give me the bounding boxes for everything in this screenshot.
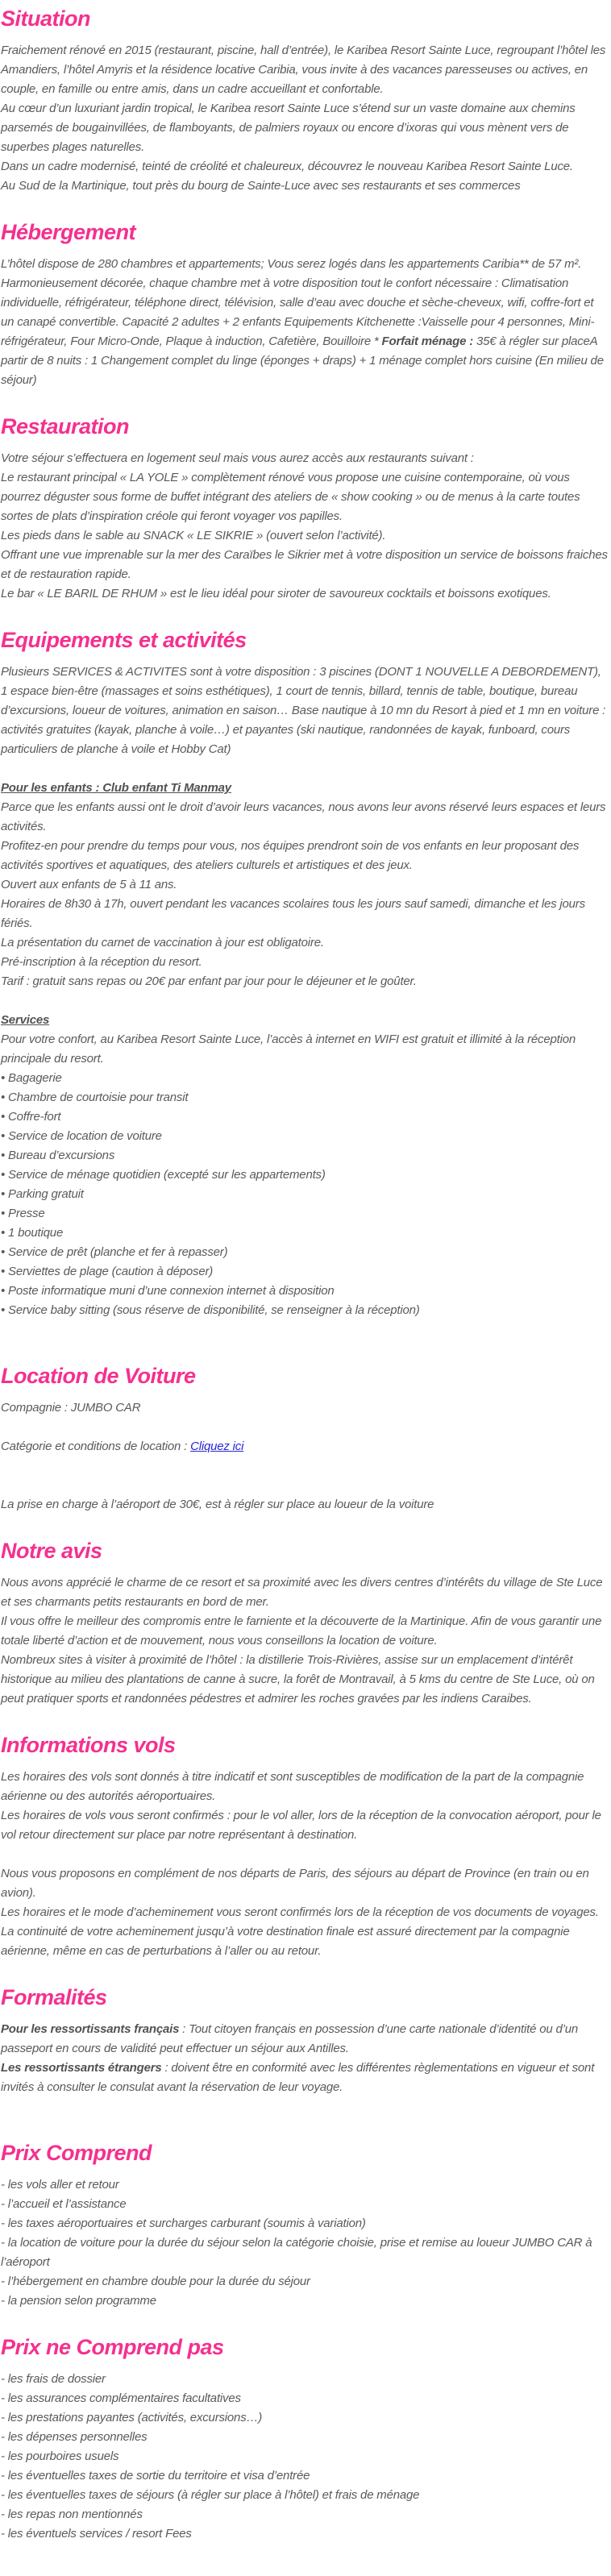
text-run: Les horaires de vols vous seront confirmés : pour le vol aller, lors de la réception de la convocation aéroport, pour le vol retour directement sur place par notre représentant à destination.	[1, 1809, 601, 1842]
text-run: Au cœur d’un luxuriant jardin tropical, le Karibea resort Sainte Luce s’étend sur un vaste domaine aux chemins parsemés de bougainvillées, de flamboyants, de palmiers royaux ou encore d’ixoras qui vous mènent vers de superbes plages naturelles.	[1, 102, 576, 154]
text-run: - les éventuelles taxes de séjours (à régler sur place à l’hôtel) et frais de ménage	[1, 2488, 420, 2502]
section-content	[1, 41, 609, 196]
section-title-prix-comprend: Prix Comprend	[1, 2141, 152, 2165]
service-item	[1, 1165, 609, 1185]
paragraph	[1, 99, 609, 157]
paragraph	[1, 1864, 609, 1903]
price-excluded-item	[1, 2466, 609, 2486]
text-run: Les horaires et le mode d’acheminement vous seront confirmés lors de la réception de vos documents de voyages.	[1, 1905, 599, 1919]
text-run: - les taxes aéroportuaires et surcharges carburant (soumis à variation)	[1, 2217, 366, 2230]
paragraph	[1, 972, 609, 991]
section-title-situation: Situation	[1, 6, 90, 31]
emphasis-text: Les ressortissants étrangers	[1, 2061, 162, 2075]
emphasis-text: Services	[1, 1013, 50, 1027]
service-item	[1, 1224, 609, 1243]
price-included-item	[1, 2233, 609, 2272]
paragraph	[1, 177, 609, 196]
text-run: • Bureau d’excursions	[1, 1149, 115, 1162]
price-included-item	[1, 2291, 609, 2311]
section-title-notre-avis: Notre avis	[1, 1539, 102, 1563]
paragraph	[1, 449, 609, 468]
text-run: - les éventuels services / resort Fees	[1, 2527, 192, 2541]
paragraph	[1, 41, 609, 99]
paragraph	[1, 798, 609, 837]
section	[1, 220, 609, 390]
paragraph	[1, 2059, 609, 2097]
paragraph	[1, 895, 609, 933]
text-run: - les repas non mentionnés	[1, 2507, 143, 2521]
price-excluded-item	[1, 2370, 609, 2389]
paragraph	[1, 1651, 609, 1709]
text-run: 35€ à régler sur placeA partir de 8 nuits : 1 Changement complet du linge (éponges + draps) + 1 ménage complet hors cuisine (En milieu de séjour)	[1, 334, 604, 387]
text-run: Compagnie : JUMBO CAR	[1, 1401, 141, 1415]
price-excluded-item	[1, 2428, 609, 2447]
paragraph	[1, 584, 609, 604]
spacer	[1, 1456, 609, 1476]
section-content	[1, 1768, 609, 1961]
emphasis-text: Forfait ménage :	[381, 334, 476, 348]
price-included-item	[1, 2272, 609, 2291]
text-run: Offrant une vue imprenable sur la mer des Caraïbes le Sikrier met à votre disposition un service de boissons fraiches et de restauration rapide.	[1, 548, 608, 581]
paragraph	[1, 2020, 609, 2059]
section-content	[1, 449, 609, 604]
text-run: • Bagagerie	[1, 1071, 62, 1085]
text-run: • Service baby sitting (sous réserve de disponibilité, se renseigner à la réception)	[1, 1303, 420, 1317]
text-run: Plusieurs SERVICES & ACTIVITES sont à votre disposition : 3 piscines (DONT 1 NOUVELLE A DEBORDEMENT), 1 espace bien-être (massages et soins esthétiques), 1 court de tennis, billard, tennis de table, boutique, bureau d’excursions, loueur de voitures, animation en saison… Base nautique à 10 mn du Resort à pied et 1 mn en voiture : activités gratuites (kayak, planche à voile…) et payantes (ski nautique, randonnées de kayak, funboard, cours particuliers de planche à voile et Hobby Cat)	[1, 665, 606, 756]
text-run: Pour votre confort, au Karibea Resort Sainte Luce, l’accès à internet en WIFI est gratuit et illimité à la réception principale du resort.	[1, 1032, 576, 1066]
spacer	[1, 1476, 609, 1495]
text-run: • Parking gratuit	[1, 1187, 84, 1201]
price-excluded-item	[1, 2447, 609, 2466]
service-item	[1, 1069, 609, 1088]
section-content	[1, 1398, 609, 1514]
text-run: Horaires de 8h30 à 17h, ouvert pendant les vacances scolaires tous les jours sauf samedi, dimanche et les jours fériés.	[1, 897, 585, 930]
service-item	[1, 1088, 609, 1107]
section-content	[1, 2175, 609, 2311]
paragraph	[1, 1612, 609, 1651]
text-run: : Tout citoyen français en possession d’une carte nationale d’identité ou d’un passeport en cours de validité peut effectuer un séjour aux Antilles.	[1, 2022, 579, 2055]
text-run: La présentation du carnet de vaccination à jour est obligatoire.	[1, 936, 324, 949]
text-run: L’hôtel dispose de 280 chambres et appartements; Vous serez logés dans les appartements Caribia** de 57 m². Harmonieusement décorée, chaque chambre met à votre disposition tout le confort nécessaire : Climatisation individuelle, réfrigérateur, téléphone direct, télévision, salle d’eau avec douche et sèche-cheveux, wifi, coffre-fort et un canapé convertible. Capacité 2 adultes + 2 enfants Equipements Kitchenette :Vaisselle pour 4 personnes, Mini-réfrigérateur, Four Micro-Onde, Plaque à induction, Cafetière, Bouilloire *	[1, 257, 595, 348]
price-included-item	[1, 2214, 609, 2233]
paragraph	[1, 1922, 609, 1961]
text-run: - les assurances complémentaires facultatives	[1, 2391, 241, 2405]
price-excluded-item	[1, 2486, 609, 2505]
paragraph	[1, 837, 609, 875]
text-run: - les frais de dossier	[1, 2372, 106, 2386]
section	[1, 1733, 609, 1961]
section-content	[1, 255, 609, 390]
paragraph	[1, 1573, 609, 1612]
service-item	[1, 1107, 609, 1127]
text-run: Fraichement rénové en 2015 (restaurant, piscine, hall d’entrée), le Karibea Resort Sainte Luce, regroupant l’hôtel les Amandiers, l’hôtel Amyris et la résidence locative Caribia, vous invite à des vacances paresseuses ou actives, en couple, en famille ou entre amis, dans un cadre accueillant et confortable.	[1, 44, 606, 96]
price-included-item	[1, 2175, 609, 2195]
text-run: Nous vous proposons en complément de nos départs de Paris, des séjours au départ de Province (en train ou en avion).	[1, 1867, 589, 1900]
paragraph	[1, 1437, 609, 1456]
service-item	[1, 1127, 609, 1146]
text-run: • Service de location de voiture	[1, 1129, 162, 1143]
paragraph	[1, 1030, 609, 1069]
paragraph	[1, 526, 609, 546]
emphasis-text: Pour les ressortissants français	[1, 2022, 180, 2036]
service-item	[1, 1243, 609, 1262]
text-run: Les horaires des vols sont donnés à titre indicatif et sont susceptibles de modification de la part de la compagnie aérienne ou des autorités aéroportuaires.	[1, 1770, 584, 1803]
section	[1, 2141, 609, 2311]
text-run: Parce que les enfants aussi ont le droit d’avoir leurs vacances, nous avons leur avons réservé leurs espaces et leurs activités.	[1, 800, 606, 833]
text-run: • Coffre-fort	[1, 1110, 61, 1124]
paragraph	[1, 1806, 609, 1845]
text-run: Votre séjour s’effectuera en logement seul mais vous aurez accès aux restaurants suivant :	[1, 451, 474, 465]
paragraph	[1, 1398, 609, 1418]
paragraph	[1, 157, 609, 177]
emphasis-text: Pour les enfants : Club enfant Ti Manmay	[1, 781, 231, 795]
text-run: • Chambre de courtoisie pour transit	[1, 1091, 189, 1104]
text-run: - la location de voiture pour la durée du séjour selon la catégorie choisie, prise et remise au loueur JUMBO CAR à l’aéroport	[1, 2236, 592, 2269]
spacer	[1, 991, 609, 1011]
text-run: Ouvert aux enfants de 5 à 11 ans.	[1, 878, 177, 891]
text-run: • Serviettes de plage (caution à déposer)	[1, 1265, 214, 1278]
section-title-restauration: Restauration	[1, 414, 130, 438]
price-included-item	[1, 2195, 609, 2214]
price-excluded-item	[1, 2389, 609, 2408]
section	[1, 2335, 609, 2544]
text-run: La prise en charge à l’aéroport de 30€, est à régler sur place au loueur de la voiture	[1, 1498, 434, 1511]
paragraph	[1, 468, 609, 526]
text-run: - les éventuelles taxes de sortie du territoire et visa d’entrée	[1, 2469, 310, 2483]
text-run: - l’hébergement en chambre double pour la durée du séjour	[1, 2275, 310, 2288]
paragraph	[1, 875, 609, 895]
text-run: - la pension selon programme	[1, 2294, 156, 2308]
section-content	[1, 2370, 609, 2544]
service-item	[1, 1301, 609, 1320]
text-run: - les dépenses personnelles	[1, 2430, 148, 2444]
section-title-informations-vols: Informations vols	[1, 1733, 176, 1757]
text-run: Catégorie et conditions de location :	[1, 1440, 191, 1453]
text-run: - les pourboires usuels	[1, 2449, 119, 2463]
section-title-equipements: Equipements et activités	[1, 628, 247, 652]
paragraph	[1, 663, 609, 759]
service-item	[1, 1185, 609, 1204]
section-content	[1, 1573, 609, 1709]
price-excluded-item	[1, 2505, 609, 2524]
text-run: • Service de prêt (planche et fer à repasser)	[1, 1245, 228, 1259]
paragraph	[1, 933, 609, 953]
section-title-location-de-voiture: Location de Voiture	[1, 1364, 196, 1388]
section	[1, 6, 609, 196]
price-excluded-item	[1, 2408, 609, 2428]
paragraph	[1, 255, 609, 390]
spacer	[1, 1845, 609, 1864]
section	[1, 628, 609, 1340]
section-title-formalites: Formalités	[1, 1985, 107, 2009]
text-run: Pré-inscription à la réception du resort.	[1, 955, 202, 969]
text-run: La continuité de votre acheminement jusqu’à votre destination finale est assuré directement par la compagnie aérienne, même en cas de perturbations à l’aller ou au retour.	[1, 1925, 570, 1958]
spacer	[1, 1418, 609, 1437]
text-run: : doivent être en conformité avec les différentes règlementations en vigueur et sont invités à consulter le consulat avant la réservation de leur voyage.	[1, 2061, 595, 2094]
paragraph	[1, 1495, 609, 1514]
text-run: Le restaurant principal « LA YOLE » complètement rénové vous propose une cuisine contemporaine, où vous pourrez déguster sous forme de buffet intégrant des ateliers de « show cooking » ou de menus à la carte toutes sortes de plats d’inspiration créole qui feront voyager vos papilles.	[1, 471, 580, 523]
text-run: Le bar « LE BARIL DE RHUM » est le lieu idéal pour siroter de savoureux cocktails et boissons exotiques.	[1, 587, 551, 600]
paragraph	[1, 1903, 609, 1922]
text-run: Au Sud de la Martinique, tout près du bourg de Sainte-Luce avec ses restaurants et ses commerces	[1, 179, 521, 193]
section	[1, 414, 609, 604]
text-run: Nombreux sites à visiter à proximité de l’hôtel : la distillerie Trois-Rivières, assise sur un emplacement d’intérêt historique au milieu des plantations de canne à sucre, la forêt de Montravail, à 5 kms du centre de Ste Luce, où on peut pratiquer sports et randonnées pédestres et admirer les roches gravées par les indiens Caraibes.	[1, 1653, 595, 1706]
paragraph	[1, 953, 609, 972]
text-run: - l’accueil et l’assistance	[1, 2197, 127, 2211]
section-title-hebergement: Hébergement	[1, 220, 136, 244]
service-item	[1, 1204, 609, 1224]
text-run: - les vols aller et retour	[1, 2178, 119, 2192]
section-content	[1, 663, 609, 1340]
service-item	[1, 1282, 609, 1301]
spacer	[1, 2097, 609, 2117]
service-item	[1, 1146, 609, 1165]
paragraph	[1, 546, 609, 584]
text-run: Les pieds dans le sable au SNACK « LE SIKRIE » (ouvert selon l’activité).	[1, 529, 386, 542]
price-excluded-item	[1, 2524, 609, 2544]
spacer	[1, 1320, 609, 1340]
section	[1, 1364, 609, 1514]
section-title-prix-ne-comprend-pas: Prix ne Comprend pas	[1, 2335, 224, 2359]
subheading-club-enfant	[1, 779, 609, 798]
text-run: Profitez-en pour prendre du temps pour vous, nos équipes prendront soin de vos enfants en leur proposant des activités sportives et aquatiques, des ateliers culturels et artistiques et des jeux.	[1, 839, 580, 872]
spacer	[1, 759, 609, 779]
section	[1, 1985, 609, 2117]
section-content	[1, 2020, 609, 2117]
text-run: - les prestations payantes (activités, excursions…)	[1, 2411, 263, 2424]
paragraph	[1, 1768, 609, 1806]
service-item	[1, 1262, 609, 1282]
text-run: Nous avons apprécié le charme de ce resort et sa proximité avec les divers centres d’intérêts du village de Ste Luce et ses charmants petits restaurants en bord de mer.	[1, 1576, 603, 1609]
text-run: • Presse	[1, 1207, 45, 1220]
text-run: • Service de ménage quotidien (excepté sur les appartements)	[1, 1168, 326, 1182]
text-run: Il vous offre le meilleur des compromis entre le farniente et la découverte de la Martinique. Afin de vous garantir une totale liberté d’action et de mouvement, nous vous conseillons la location de voiture.	[1, 1614, 602, 1647]
text-run: • Poste informatique muni d’une connexion internet à disposition	[1, 1284, 335, 1298]
text-run: Dans un cadre modernisé, teinté de créolité et chaleureux, découvrez le nouveau Karibea Resort Sainte Luce.	[1, 160, 573, 173]
subheading-services	[1, 1011, 609, 1030]
text-run: Tarif : gratuit sans repas ou 20€ par enfant par jour pour le déjeuner et le goûter.	[1, 974, 417, 988]
text-run: • 1 boutique	[1, 1226, 64, 1240]
cliquez-ici-link[interactable]: Cliquez ici	[190, 1440, 244, 1453]
section	[1, 1539, 609, 1709]
